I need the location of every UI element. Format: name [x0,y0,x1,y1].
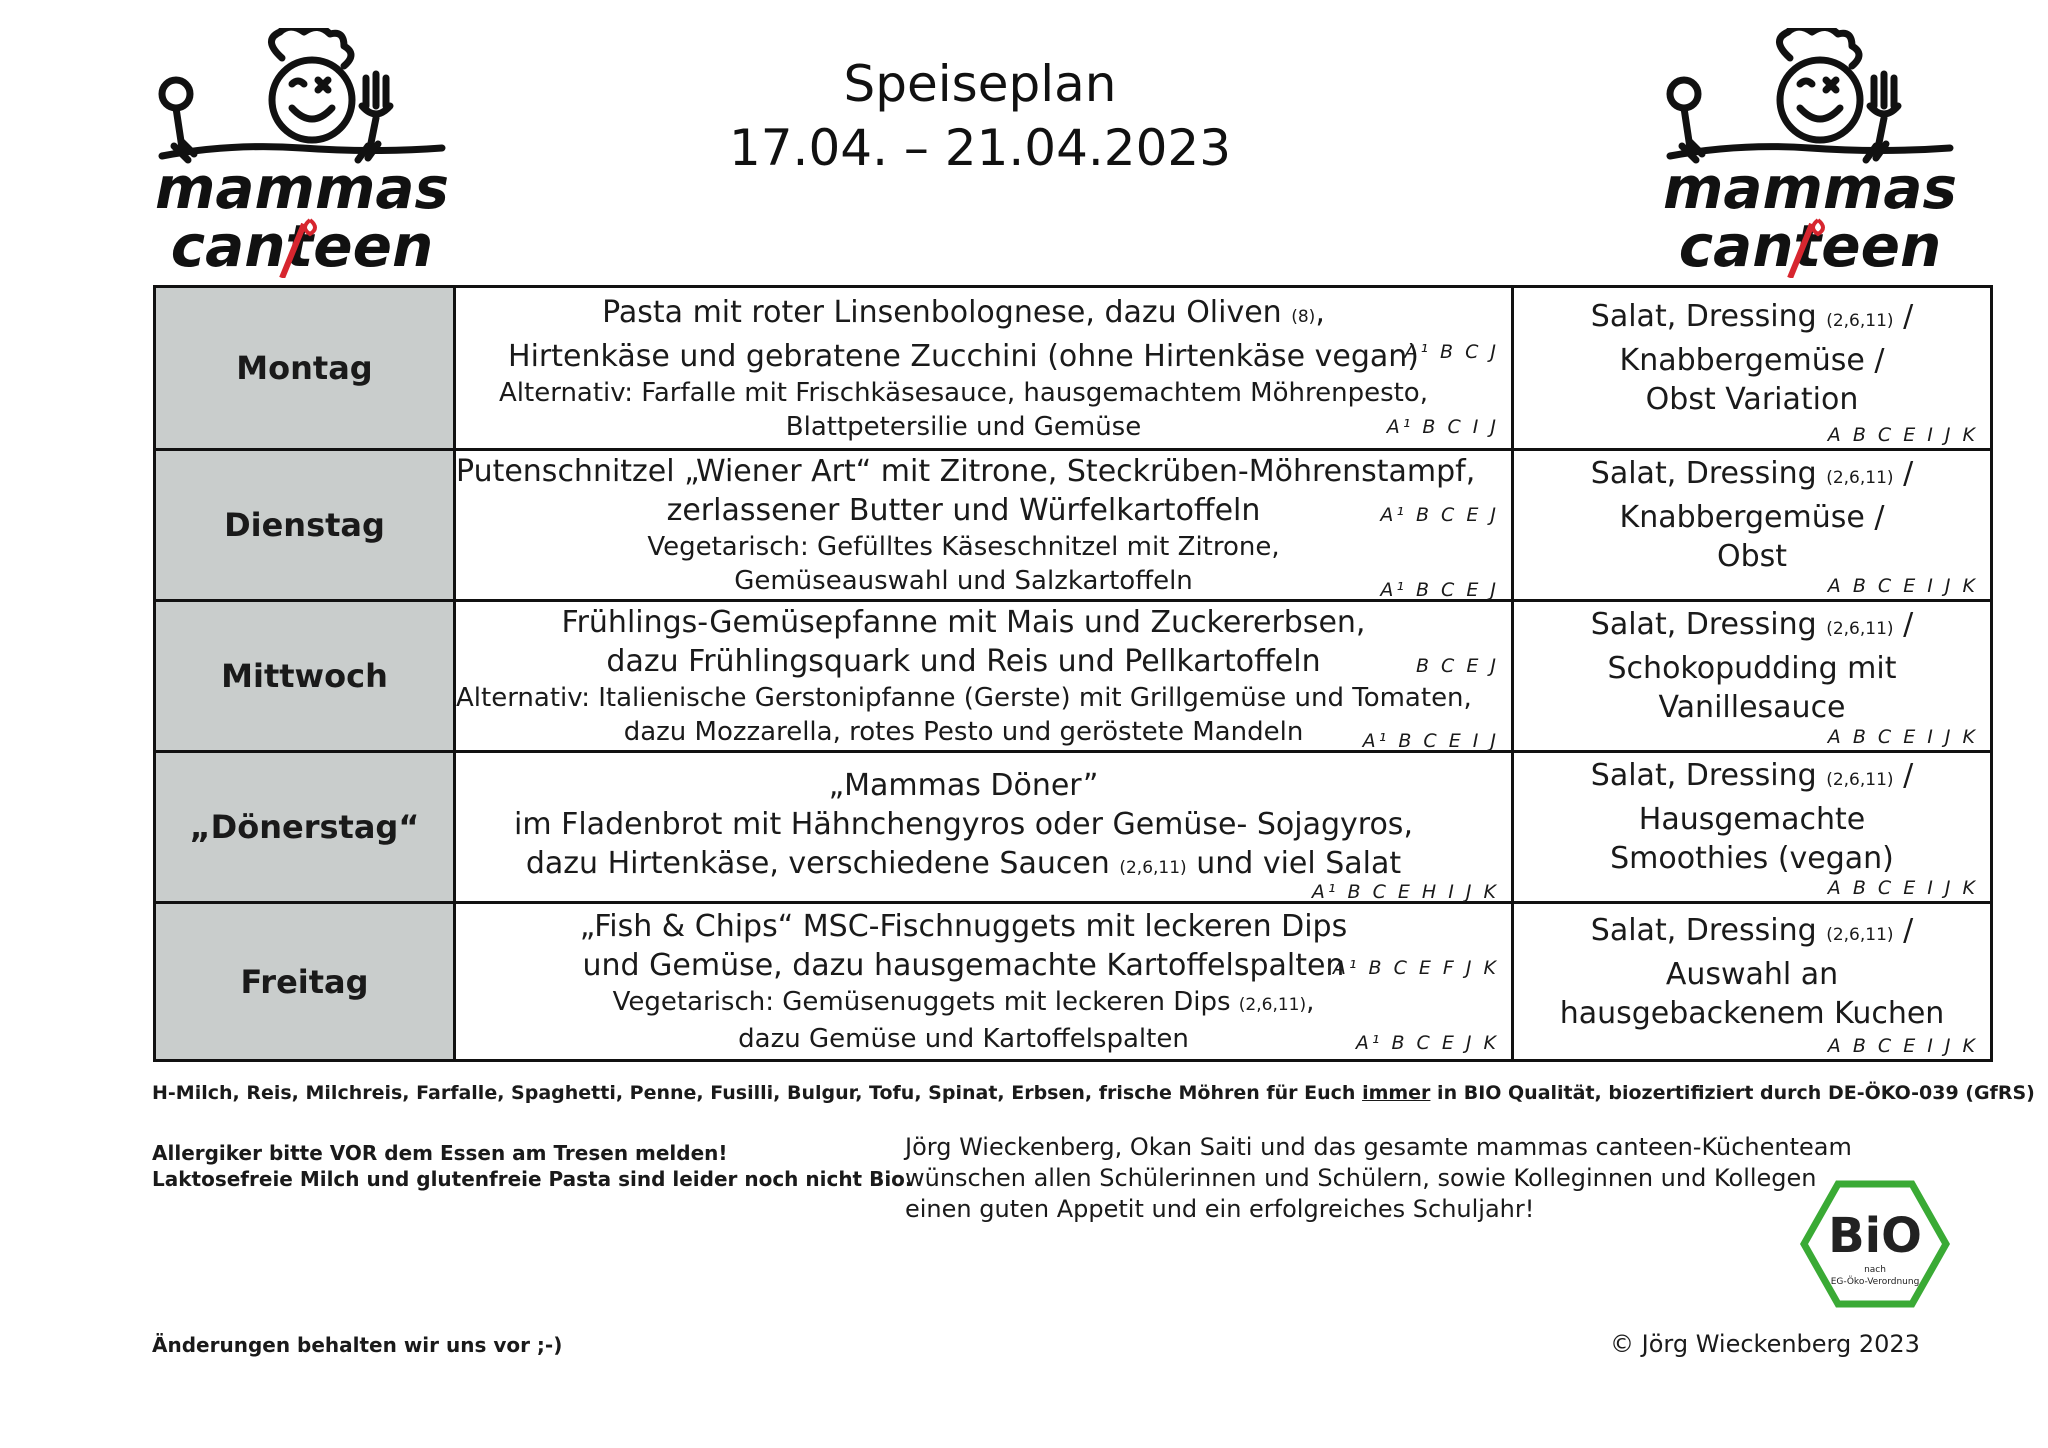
day-cell: Montag [155,287,455,450]
side-text: hausgebackenem Kuchen [1559,995,1945,1031]
side-text: Obst Variation [1645,382,1859,417]
side-text: Knabbergemüse / [1619,343,1885,378]
side-text: Hausgemachte [1638,802,1866,837]
allergy-note: Allergiker bitte VOR dem Essen am Tresen melden! Laktosefreie Milch und glutenfreie Pasta sind leider noch nicht Bio. [152,1141,913,1191]
side-text: Salat, Dressing [1590,456,1827,491]
menu-row [155,752,1992,903]
dish-text: Vegetarisch: Gefülltes Käseschnitzel mit Zitrone, [647,532,1280,562]
side-text: / [1893,456,1914,491]
allergen-codes: A¹ B C E J [1380,504,1499,526]
side-dish-cell [1513,601,1992,752]
side-text: / [1893,607,1914,642]
dish-line [456,530,1471,564]
side-line [1514,454,1990,498]
additive-codes: (2,6,11) [1826,468,1894,488]
dish-text: und Gemüse, dazu hausgemachte Kartoffelspalten [582,948,1345,983]
dish-line [456,805,1471,844]
allergen-codes: A¹ B C E J [1380,579,1499,601]
main-dish-lines [456,907,1511,1056]
mascot-logo-icon [152,28,452,278]
side-line [1514,839,1990,878]
side-dish-cell [1513,752,1992,903]
page-title: Speiseplan [843,55,1117,113]
main-dish-lines [456,452,1511,598]
dish-text: dazu Hirtenkäse, verschiedene Saucen [525,846,1120,881]
side-line [1514,756,1990,800]
bio-badge-label: BiO [1828,1208,1922,1264]
logo-text-mammas: mammas [1662,154,1958,222]
dish-line [456,946,1471,985]
bio-quality-note: H-Milch, Reis, Milchreis, Farfalle, Spaghetti, Penne, Fusilli, Bulgur, Tofu, Spinat, Erbsen, frische Möhren für Euch immer in BIO Qualität, biozertifiziert durch DE-ÖKO-039 (GfRS) [152,1082,2035,1104]
main-dish-lines [456,766,1511,888]
additive-codes: (2,6,11) [1826,770,1894,790]
additive-codes: (8) [1291,306,1316,327]
page-title-block [600,52,1360,180]
team-greeting: Jörg Wieckenberg, Okan Saiti und das gesamte mammas canteen-Küchenteam wünschen allen Schülerinnen und Schülern, sowie Kolleginnen und Kollegen einen guten Appetit und ein erfolgreiches Schuljahr! [905,1133,1852,1223]
dish-text: Hirtenkäse und gebratene Zucchini (ohne Hirtenkäse vegan) [508,338,1419,374]
dish-text: Blattpetersilie und Gemüse [785,411,1142,442]
additive-codes: (2,6,11) [1826,924,1894,945]
day-cell: Dienstag [155,450,455,601]
mammas-canteen-logo-left [152,28,452,278]
menu-row [155,903,1992,1061]
dish-line [456,293,1471,337]
logo-text-canteen: canteen [170,212,434,278]
dish-text: dazu Mozzarella, rotes Pesto und geröstete Mandeln [623,717,1304,747]
dish-line [456,564,1471,598]
dish-text: , [1315,294,1325,330]
side-text: Knabbergemüse / [1619,500,1885,535]
main-dish-lines [456,603,1511,749]
side-line [1514,341,1990,380]
dish-text: zerlassener Butter und Würfelkartoffeln [666,493,1261,528]
side-line [1514,800,1990,839]
svg-text:EG-Öko-Verordnung: EG-Öko-Verordnung [1830,1277,1920,1287]
allergen-codes: A¹ B C E F J K [1332,957,1499,979]
day-cell: „Dönerstag“ [155,752,455,903]
side-line [1514,498,1990,537]
changes-note: Änderungen behalten wir uns vor ;-) [152,1333,563,1357]
side-text: Smoothies (vegan) [1610,841,1894,876]
side-text: Salat, Dressing [1590,912,1827,948]
menu-row [155,601,1992,752]
dish-line [456,715,1471,749]
side-line [1514,955,1990,994]
bio-seal [1800,1180,1950,1308]
side-text: Salat, Dressing [1590,299,1827,334]
dish-text: im Fladenbrot mit Hähnchengyros oder Gemüse- Sojagyros, [514,807,1413,842]
additive-codes: (2,6,11) [1826,619,1894,639]
dish-text: Alternativ: Farfalle mit Frischkäsesauce, hausgemachtem Möhrenpesto, [499,377,1428,408]
menu-row [155,287,1992,450]
logo-text-mammas: mammas [154,154,450,222]
additive-codes: (2,6,11) [1119,858,1187,878]
side-line [1514,605,1990,649]
dish-text: Frühlings-Gemüsepfanne mit Mais und Zuckererbsen, [561,605,1366,640]
main-dish-cell [455,601,1513,752]
additive-codes: (2,6,11) [1238,995,1307,1015]
allergen-codes: A B C E I J K [1827,424,1978,446]
side-line [1514,688,1990,727]
side-text: Salat, Dressing [1590,607,1827,642]
dish-text: Gemüseauswahl und Salzkartoffeln [734,566,1193,596]
dish-line [456,452,1476,491]
allergen-codes: A¹ B C E J K [1355,1032,1499,1054]
dish-text: und viel Salat [1186,846,1402,881]
bio-hexagon-icon [1800,1180,1950,1308]
allergen-codes: A¹ B C E H I J K [1311,881,1499,903]
main-dish-lines [456,293,1511,444]
allergen-codes: A B C E I J K [1827,726,1978,748]
allergen-codes: A¹ B C E I J [1362,730,1499,752]
dish-line [456,376,1471,410]
allergen-codes: A¹ B C J [1404,341,1499,363]
mascot-logo-icon [1660,28,1960,278]
dish-text: Pasta mit roter Linsenbolognese, dazu Oliven [602,294,1292,330]
side-text: Salat, Dressing [1590,758,1827,793]
main-dish-cell [455,287,1513,450]
side-line [1514,537,1990,576]
dish-line [456,642,1471,681]
side-dish-lines [1514,911,1990,1053]
side-text: Obst [1716,539,1788,574]
dish-line [456,681,1471,715]
dish-line [456,1022,1471,1056]
dish-line [456,410,1471,444]
dish-line [456,985,1471,1022]
menu-row [155,450,1992,601]
dish-text: dazu Frühlingsquark und Reis und Pellkartoffeln [606,644,1321,679]
side-line [1514,994,1990,1033]
dish-line [456,766,1471,805]
dish-line [456,491,1471,530]
additive-codes: (2,6,11) [1826,311,1894,331]
allergen-codes: B C E J [1415,655,1499,677]
side-line [1514,380,1990,419]
dish-text: , [1306,987,1315,1017]
menu-table [153,285,1993,1062]
date-range: 17.04. – 21.04.2023 [728,119,1232,177]
svg-text:nach: nach [1864,1265,1886,1275]
side-line [1514,297,1990,341]
allergen-codes: A B C E I J K [1827,877,1978,899]
main-dish-cell [455,752,1513,903]
side-text: / [1893,299,1914,334]
dish-line [456,907,1471,946]
side-text: / [1893,912,1914,948]
dish-line [456,603,1471,642]
main-dish-cell [455,450,1513,601]
side-dish-lines [1514,297,1990,439]
dish-text: „Fish & Chips“ MSC-Fischnuggets mit leckeren Dips [579,909,1348,944]
dish-text: Putenschnitzel „Wiener Art“ mit Zitrone, Steckrüben-Möhrenstampf, [456,454,1476,489]
dish-line [456,337,1471,376]
side-dish-cell [1513,287,1992,450]
side-text: Schokopudding mit [1607,651,1897,686]
dish-text: Vegetarisch: Gemüsenuggets mit leckeren Dips [612,987,1239,1017]
allergen-codes: A¹ B C I J [1386,416,1499,438]
side-text: / [1893,758,1914,793]
dish-text: „Mammas Döner” [828,768,1099,803]
side-text: Auswahl an [1665,956,1839,992]
day-cell: Freitag [155,903,455,1061]
side-line [1514,911,1990,955]
side-dish-cell [1513,450,1992,601]
logo-text-canteen: canteen [1678,212,1942,278]
side-text: Vanillesauce [1658,690,1846,725]
copyright: © Jörg Wieckenberg 2023 [1610,1330,1920,1358]
side-dish-cell [1513,903,1992,1061]
dish-text: Alternativ: Italienische Gerstonipfanne (Gerste) mit Grillgemüse und Tomaten, [456,683,1472,713]
mammas-canteen-logo-right [1660,28,1960,278]
day-cell: Mittwoch [155,601,455,752]
dish-text: dazu Gemüse und Kartoffelspalten [738,1024,1189,1054]
allergen-codes: A B C E I J K [1827,1035,1978,1057]
side-line [1514,649,1990,688]
allergen-codes: A B C E I J K [1827,575,1978,597]
underlined-word: immer [1362,1082,1431,1104]
main-dish-cell [455,903,1513,1061]
